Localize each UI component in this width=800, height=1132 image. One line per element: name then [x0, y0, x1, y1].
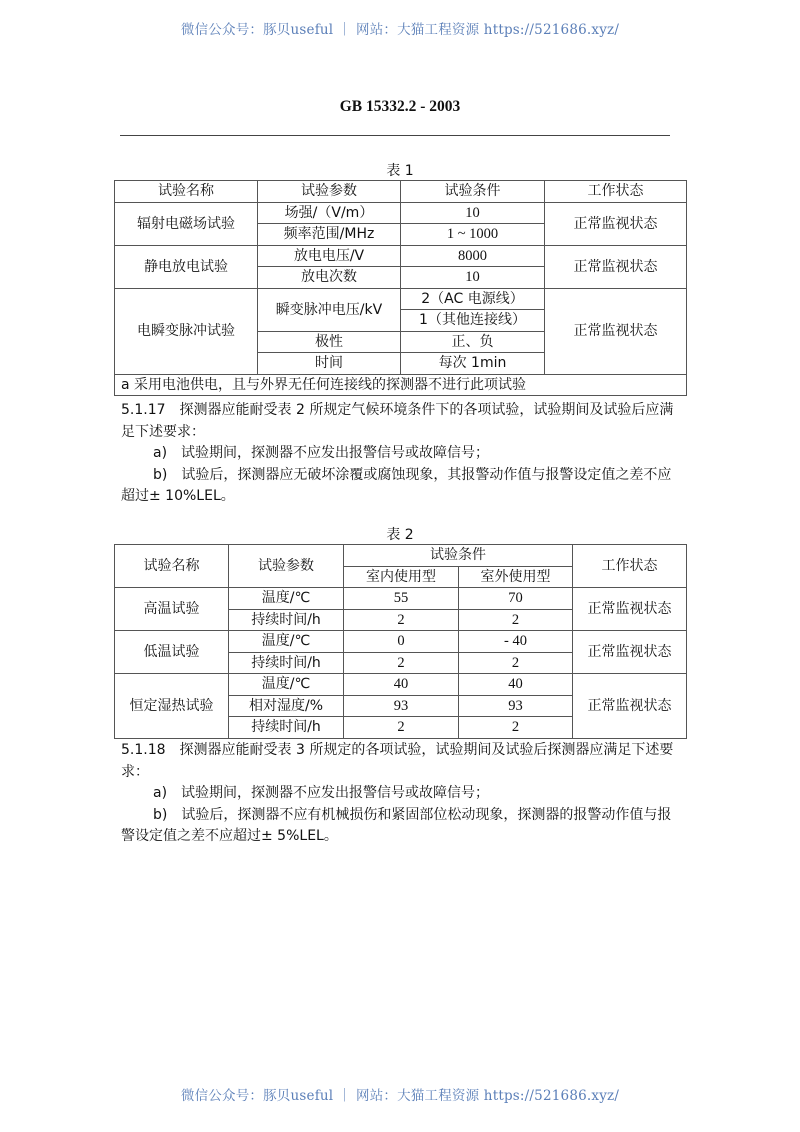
- status-cell: 正常监视状态: [573, 674, 687, 739]
- table1-caption: 表 1: [386, 163, 414, 179]
- param-cell: 频率范围/MHz: [258, 224, 401, 246]
- status-cell: 正常监视状态: [573, 631, 687, 674]
- outdoor-cell: 93: [459, 695, 573, 717]
- requirement-a: a) 试验期间，探测器不应发出报警信号或故障信号；: [153, 785, 490, 801]
- outdoor-cell: 2: [459, 609, 573, 631]
- header-cell: 试验参数: [258, 181, 401, 203]
- table1-header-row: [115, 181, 687, 203]
- table-row: [115, 245, 687, 267]
- outdoor-cell: 2: [459, 652, 573, 674]
- indoor-cell: 93: [344, 695, 459, 717]
- header-cell: 工作状态: [545, 181, 687, 203]
- section-intro: 5.1.18 探测器应能耐受表 3 所规定的各项试验，试验期间及试验后探测器应满足下述要求：: [121, 742, 674, 780]
- condition-cell: 1 ~ 1000: [401, 224, 545, 246]
- status-cell: 正常监视状态: [573, 588, 687, 631]
- header-rule: [120, 135, 670, 136]
- condition-cell: 正、负: [401, 331, 545, 353]
- section-intro: 5.1.17 探测器应能耐受表 2 所规定气候环境条件下的各项试验，试验期间及试验后应满足下述要求：: [121, 402, 674, 440]
- requirement-b: b) 试验后，探测器不应有机械损伤和紧固部位松动现象，探测器的报警动作值与报警设定值之差不应超过± 5%LEL。: [121, 806, 672, 844]
- status-cell: 正常监视状态: [545, 202, 687, 245]
- table-row: [115, 631, 687, 653]
- param-cell: 时间: [258, 353, 401, 375]
- requirement-b: b) 试验后，探测器应无破坏涂覆或腐蚀现象，其报警动作值与报警设定值之差不应超过± 10%LEL。: [121, 466, 672, 504]
- param-cell: 瞬变脉冲电压/kV: [258, 288, 401, 331]
- header-cell: 试验名称: [115, 181, 258, 203]
- condition-cell: 10: [401, 202, 545, 224]
- indoor-cell: 40: [344, 674, 459, 696]
- indoor-cell: 2: [344, 652, 459, 674]
- outdoor-cell: 2: [459, 717, 573, 739]
- header-cell: 试验参数: [229, 545, 344, 588]
- condition-cell: 1（其他连接线）: [401, 310, 545, 332]
- header-cell: 试验条件: [401, 181, 545, 203]
- indoor-cell: 2: [344, 717, 459, 739]
- status-cell: 正常监视状态: [545, 245, 687, 288]
- document-id: GB 15332.2 - 2003: [339, 98, 461, 115]
- param-cell: 持续时间/h: [229, 609, 344, 631]
- param-cell: 温度/℃: [229, 588, 344, 610]
- param-cell: 温度/℃: [229, 631, 344, 653]
- table2: [114, 544, 687, 739]
- param-cell: 持续时间/h: [229, 652, 344, 674]
- table1: [114, 180, 687, 396]
- header-cell: 试验条件: [344, 545, 573, 567]
- indoor-cell: 2: [344, 609, 459, 631]
- test-name-cell: 电瞬变脉冲试验: [115, 288, 258, 374]
- test-name-cell: 低温试验: [115, 631, 229, 674]
- test-name-cell: 辐射电磁场试验: [115, 202, 258, 245]
- outdoor-cell: 40: [459, 674, 573, 696]
- param-cell: 场强/（V/m）: [258, 202, 401, 224]
- param-cell: 持续时间/h: [229, 717, 344, 739]
- header-cell: 室外使用型: [459, 566, 573, 588]
- param-cell: 放电次数: [258, 267, 401, 289]
- outdoor-cell: 70: [459, 588, 573, 610]
- outdoor-cell: - 40: [459, 631, 573, 653]
- condition-cell: 8000: [401, 245, 545, 267]
- table-row: [115, 674, 687, 696]
- test-name-cell: 高温试验: [115, 588, 229, 631]
- status-cell: 正常监视状态: [545, 288, 687, 374]
- requirement-a: a) 试验期间，探测器不应发出报警信号或故障信号；: [153, 445, 490, 461]
- indoor-cell: 0: [344, 631, 459, 653]
- param-cell: 放电电压/V: [258, 245, 401, 267]
- table-row: [115, 588, 687, 610]
- table1-footnote: a 采用电池供电，且与外界无任何连接线的探测器不进行此项试验: [115, 374, 687, 396]
- condition-cell: 2（AC 电源线）: [401, 288, 545, 310]
- table-row: [115, 202, 687, 224]
- header-cell: 工作状态: [573, 545, 687, 588]
- table-row: [115, 288, 687, 310]
- header-cell: 室内使用型: [344, 566, 459, 588]
- table2-caption: 表 2: [386, 527, 414, 543]
- section-5-1-17: [121, 400, 681, 508]
- header-cell: 试验名称: [115, 545, 229, 588]
- test-name-cell: 静电放电试验: [115, 245, 258, 288]
- condition-cell: 10: [401, 267, 545, 289]
- table2-header-row: [115, 545, 687, 567]
- watermark-bottom: 微信公众号：豚贝useful ｜ 网站：大猫工程资源 https://521686.xyz/: [180, 1088, 620, 1104]
- watermark-top: 微信公众号：豚贝useful ｜ 网站：大猫工程资源 https://521686.xyz/: [180, 22, 620, 38]
- test-name-cell: 恒定湿热试验: [115, 674, 229, 739]
- param-cell: 极性: [258, 331, 401, 353]
- param-cell: 相对湿度/%: [229, 695, 344, 717]
- indoor-cell: 55: [344, 588, 459, 610]
- table1-footnote-row: [115, 374, 687, 396]
- section-5-1-18: [121, 740, 681, 848]
- param-cell: 温度/℃: [229, 674, 344, 696]
- condition-cell: 每次 1min: [401, 353, 545, 375]
